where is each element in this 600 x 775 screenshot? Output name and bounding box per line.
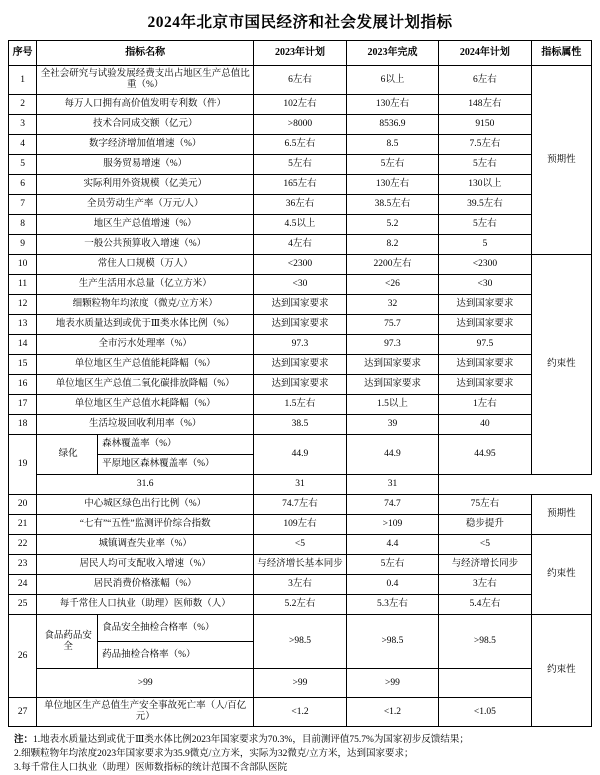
cell-actual-2023: 130左右 — [346, 175, 438, 195]
page-title: 2024年北京市国民经济和社会发展计划指标 — [147, 14, 453, 31]
cell-plan-2024: 5 — [439, 235, 531, 255]
table-row — [9, 595, 592, 615]
cell-group-name — [37, 615, 254, 669]
cell-plan-2023: >8000 — [254, 115, 346, 135]
cell-no: 26 — [9, 615, 37, 698]
cell-plan-2024: 稳步提升 — [439, 515, 531, 535]
cell-plan-2023: 97.3 — [254, 335, 346, 355]
table-row — [9, 355, 592, 375]
cell-plan-2023: 达到国家要求 — [254, 375, 346, 395]
cell-plan-2024: 148左右 — [439, 95, 531, 115]
sub-indicator-name: 平原地区森林覆盖率（%） — [102, 459, 215, 470]
cell-actual-2023: >109 — [346, 515, 438, 535]
cell-no: 13 — [9, 315, 37, 335]
cell-plan-2023: 1.5左右 — [254, 395, 346, 415]
cell-plan-2023: 4.5以上 — [254, 215, 346, 235]
cell-actual-2023: 32 — [346, 295, 438, 315]
cell-plan-2024: 3左右 — [439, 575, 531, 595]
cell-actual-2023: 达到国家要求 — [346, 355, 438, 375]
cell-actual-2023: 达到国家要求 — [346, 375, 438, 395]
cell-plan-2024: 与经济增长同步 — [439, 555, 531, 575]
table-row — [9, 515, 592, 535]
cell-no: 16 — [9, 375, 37, 395]
cell-plan-2023: 6.5左右 — [254, 135, 346, 155]
cell-plan-2024: 达到国家要求 — [439, 375, 531, 395]
cell-plan-2023: 31.6 — [37, 475, 254, 495]
footnote-lead: 注： — [14, 735, 34, 745]
table-row — [9, 235, 592, 255]
cell-group-name — [37, 435, 254, 475]
cell-indicator-name: 生产生活用水总量（亿立方米） — [37, 275, 254, 295]
cell-no: 8 — [9, 215, 37, 235]
cell-no: 15 — [9, 355, 37, 375]
cell-attribute: 约束性 — [531, 615, 591, 727]
cell-plan-2023: 102左右 — [254, 95, 346, 115]
cell-actual-2023: 38.5左右 — [346, 195, 438, 215]
cell-plan-2024: 达到国家要求 — [439, 355, 531, 375]
cell-plan-2023: 4左右 — [254, 235, 346, 255]
table-row — [9, 95, 592, 115]
table-row — [9, 115, 592, 135]
header-actual-2023: 2023年完成 — [346, 41, 438, 66]
cell-no: 14 — [9, 335, 37, 355]
cell-no: 21 — [9, 515, 37, 535]
cell-attribute: 预期性 — [531, 495, 591, 535]
cell-indicator-name: 单位地区生产总值能耗降幅（%） — [37, 355, 254, 375]
cell-actual-2023: 5.2 — [346, 215, 438, 235]
cell-no: 3 — [9, 115, 37, 135]
cell-actual-2023: 75.7 — [346, 315, 438, 335]
cell-indicator-name: 数字经济增加值增速（%） — [37, 135, 254, 155]
cell-plan-2024: 5左右 — [439, 155, 531, 175]
table-row-group-food-1 — [9, 615, 592, 669]
table-row-group-green-1 — [9, 435, 592, 475]
cell-plan-2024: 达到国家要求 — [439, 295, 531, 315]
cell-indicator-name: 地表水质量达到或优于Ⅲ类水体比例（%） — [37, 315, 254, 335]
cell-no: 6 — [9, 175, 37, 195]
cell-actual-2023: 8.5 — [346, 135, 438, 155]
cell-no: 25 — [9, 595, 37, 615]
table-row-group-food-2 — [9, 669, 592, 698]
cell-plan-2024: 9150 — [439, 115, 531, 135]
cell-plan-2024: >98.5 — [439, 615, 531, 669]
cell-indicator-name: 常住人口规模（万人） — [37, 255, 254, 275]
indicator-table — [8, 40, 592, 727]
cell-plan-2024: >99 — [346, 669, 438, 698]
cell-indicator-name: 细颗粒物年均浓度（微克/立方米） — [37, 295, 254, 315]
cell-attribute: 约束性 — [531, 535, 591, 615]
cell-plan-2023: >98.5 — [254, 615, 346, 669]
cell-plan-2023: 与经济增长基本同步 — [254, 555, 346, 575]
cell-actual-2023: 5左右 — [346, 555, 438, 575]
cell-attribute: 约束性 — [531, 255, 591, 475]
cell-plan-2024: 44.95 — [439, 435, 531, 475]
cell-actual-2023: 74.7 — [346, 495, 438, 515]
cell-plan-2024: 7.5左右 — [439, 135, 531, 155]
cell-indicator-name: “七有”“五性”监测评价综合指数 — [37, 515, 254, 535]
cell-actual-2023: <1.2 — [346, 698, 438, 727]
cell-indicator-name: 中心城区绿色出行比例（%） — [37, 495, 254, 515]
cell-actual-2023: 2200左右 — [346, 255, 438, 275]
table-row — [9, 155, 592, 175]
cell-plan-2023: 38.5 — [254, 415, 346, 435]
cell-plan-2024: 5.4左右 — [439, 595, 531, 615]
cell-indicator-name: 每万人口拥有高价值发明专利数（件） — [37, 95, 254, 115]
table-row — [9, 215, 592, 235]
footnote-text-1: 1.地表水质量达到或优于Ⅲ类水体比例2023年国家要求为70.3%，目前测评值75.7%为国家初步反馈结果； — [33, 735, 469, 745]
cell-plan-2024: 达到国家要求 — [439, 315, 531, 335]
cell-indicator-name: 全市污水处理率（%） — [37, 335, 254, 355]
table-row — [9, 395, 592, 415]
cell-plan-2023: <30 — [254, 275, 346, 295]
group-label-green: 绿化 — [37, 435, 98, 474]
table-row — [9, 66, 592, 95]
cell-plan-2023: 5左右 — [254, 155, 346, 175]
cell-actual-2023: 8.2 — [346, 235, 438, 255]
cell-no: 12 — [9, 295, 37, 315]
cell-no: 22 — [9, 535, 37, 555]
cell-actual-2023: >99 — [254, 669, 346, 698]
cell-indicator-name: 生活垃圾回收利用率（%） — [37, 415, 254, 435]
cell-indicator-name: 全社会研究与试验发展经费支出占地区生产总值比重（%） — [37, 66, 254, 95]
cell-no: 10 — [9, 255, 37, 275]
cell-indicator-name: 地区生产总值增速（%） — [37, 215, 254, 235]
cell-plan-2023: <2300 — [254, 255, 346, 275]
cell-actual-2023: 0.4 — [346, 575, 438, 595]
cell-actual-2023: 5左右 — [346, 155, 438, 175]
table-row-group-green-2 — [9, 475, 592, 495]
header-attribute: 指标属性 — [531, 41, 591, 66]
cell-plan-2024: 31 — [346, 475, 438, 495]
cell-no: 11 — [9, 275, 37, 295]
table-row — [9, 195, 592, 215]
cell-no: 24 — [9, 575, 37, 595]
sub-indicator-name: 食品安全抽检合格率（%） — [98, 615, 254, 642]
cell-actual-2023: 97.3 — [346, 335, 438, 355]
table-row — [9, 335, 592, 355]
cell-plan-2024: 5左右 — [439, 215, 531, 235]
cell-actual-2023: 8536.9 — [346, 115, 438, 135]
cell-plan-2024: 75左右 — [439, 495, 531, 515]
cell-actual-2023: 1.5以上 — [346, 395, 438, 415]
cell-no: 17 — [9, 395, 37, 415]
cell-plan-2023: 74.7左右 — [254, 495, 346, 515]
cell-no: 23 — [9, 555, 37, 575]
cell-indicator-name: 居民消费价格涨幅（%） — [37, 575, 254, 595]
cell-actual-2023: 44.9 — [346, 435, 438, 475]
cell-plan-2024: 97.5 — [439, 335, 531, 355]
cell-actual-2023: <26 — [346, 275, 438, 295]
cell-no: 27 — [9, 698, 37, 727]
cell-plan-2023: 5.2左右 — [254, 595, 346, 615]
footnote-line-3: 3.每千常住人口执业（助理）医师数指标的统计范围不含部队医院 — [14, 762, 288, 773]
cell-no: 4 — [9, 135, 37, 155]
table-row — [9, 375, 592, 395]
cell-indicator-name: 一般公共预算收入增速（%） — [37, 235, 254, 255]
cell-attribute: 预期性 — [531, 66, 591, 255]
cell-indicator-name: 城镇调查失业率（%） — [37, 535, 254, 555]
cell-plan-2024: 40 — [439, 415, 531, 435]
table-row — [9, 555, 592, 575]
cell-plan-2023: 109左右 — [254, 515, 346, 535]
cell-plan-2024: <1.05 — [439, 698, 531, 727]
table-row — [9, 535, 592, 555]
cell-actual-2023: 6以上 — [346, 66, 438, 95]
cell-plan-2023: 44.9 — [254, 435, 346, 475]
cell-actual-2023: 130左右 — [346, 95, 438, 115]
cell-indicator-name: 居民人均可支配收入增速（%） — [37, 555, 254, 575]
cell-no: 5 — [9, 155, 37, 175]
cell-indicator-name: 技术合同成交额（亿元） — [37, 115, 254, 135]
group-label-food: 食品药品安全 — [37, 615, 98, 668]
cell-no: 9 — [9, 235, 37, 255]
cell-actual-2023: >98.5 — [346, 615, 438, 669]
table-row — [9, 575, 592, 595]
header-no: 序号 — [9, 41, 37, 66]
cell-plan-2023: >99 — [37, 669, 254, 698]
cell-no: 18 — [9, 415, 37, 435]
cell-plan-2023: 达到国家要求 — [254, 295, 346, 315]
cell-plan-2023: 165左右 — [254, 175, 346, 195]
cell-plan-2024: 1左右 — [439, 395, 531, 415]
cell-plan-2024: 39.5左右 — [439, 195, 531, 215]
cell-actual-2023: 5.3左右 — [346, 595, 438, 615]
header-plan-2023: 2023年计划 — [254, 41, 346, 66]
cell-indicator-name: 单位地区生产总值二氧化碳排放降幅（%） — [37, 375, 254, 395]
table-row — [9, 175, 592, 195]
header-name: 指标名称 — [37, 41, 254, 66]
table-row — [9, 698, 592, 727]
cell-plan-2024: <2300 — [439, 255, 531, 275]
cell-indicator-name: 每千常住人口执业（助理）医师数（人） — [37, 595, 254, 615]
cell-plan-2023: <1.2 — [254, 698, 346, 727]
cell-indicator-name: 全员劳动生产率（万元/人） — [37, 195, 254, 215]
cell-plan-2023: <5 — [254, 535, 346, 555]
table-row — [9, 295, 592, 315]
cell-indicator-name: 实际利用外资规模（亿美元） — [37, 175, 254, 195]
cell-plan-2023: 6左右 — [254, 66, 346, 95]
table-header-row — [9, 41, 592, 66]
sub-indicator-name: 森林覆盖率（%） — [98, 435, 254, 455]
table-row — [9, 315, 592, 335]
cell-no: 1 — [9, 66, 37, 95]
footnote-line-2: 2.细颗粒物年均浓度2023年国家要求为35.9微克/立方米，实际为32微克/立方米，达到国家要求； — [14, 748, 414, 759]
cell-plan-2024: 130以上 — [439, 175, 531, 195]
cell-indicator-name: 单位地区生产总值水耗降幅（%） — [37, 395, 254, 415]
header-plan-2024: 2024年计划 — [439, 41, 531, 66]
cell-actual-2023: 4.4 — [346, 535, 438, 555]
cell-plan-2023: 36左右 — [254, 195, 346, 215]
footnotes — [14, 734, 588, 775]
cell-no: 20 — [9, 495, 37, 515]
sub-indicator-name: 药品抽检合格率（%） — [102, 649, 196, 660]
cell-indicator-name: 单位地区生产总值生产安全事故死亡率（人/百亿元） — [37, 698, 254, 727]
cell-plan-2024: 6左右 — [439, 66, 531, 95]
table-row — [9, 255, 592, 275]
table-row — [9, 135, 592, 155]
cell-plan-2024: <30 — [439, 275, 531, 295]
footnote-line-1 — [14, 734, 588, 748]
cell-actual-2023: 31 — [254, 475, 346, 495]
table-row — [9, 495, 592, 515]
cell-plan-2024: <5 — [439, 535, 531, 555]
cell-plan-2023: 达到国家要求 — [254, 355, 346, 375]
table-row — [9, 415, 592, 435]
cell-no: 2 — [9, 95, 37, 115]
table-row — [9, 275, 592, 295]
cell-plan-2023: 3左右 — [254, 575, 346, 595]
cell-no: 7 — [9, 195, 37, 215]
cell-indicator-name: 服务贸易增速（%） — [37, 155, 254, 175]
cell-actual-2023: 39 — [346, 415, 438, 435]
cell-no: 19 — [9, 435, 37, 495]
cell-plan-2023: 达到国家要求 — [254, 315, 346, 335]
